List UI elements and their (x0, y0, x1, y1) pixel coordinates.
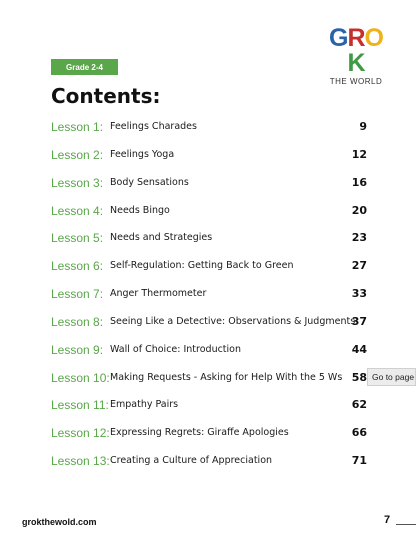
lesson-title: Feelings Yoga (110, 148, 175, 160)
lesson-page-number[interactable]: 71 (351, 454, 367, 468)
lesson-label: Lesson 2: (51, 147, 104, 162)
lesson-label: Lesson 9: (51, 342, 104, 357)
lesson-label: Lesson 6: (51, 259, 104, 274)
lesson-page-number[interactable]: 27 (351, 259, 367, 273)
footer-url[interactable]: grokthewold.com (22, 517, 97, 527)
lesson-title: Making Requests - Asking for Help With the 5 Ws (110, 371, 343, 383)
logo-letter-g: G (329, 24, 348, 52)
lesson-label: Lesson 7: (51, 287, 104, 302)
lesson-label: Lesson 5: (51, 231, 104, 246)
lesson-title: Anger Thermometer (110, 288, 207, 300)
lesson-page-number[interactable]: 16 (351, 175, 367, 189)
lesson-label: Lesson 3: (51, 175, 104, 190)
lesson-page-number[interactable]: 58 (351, 370, 367, 384)
go-to-page-tooltip: Go to page (367, 368, 416, 386)
lesson-label: Lesson 11: (51, 398, 109, 413)
lesson-title: Expressing Regrets: Giraffe Apologies (110, 427, 289, 439)
logo-subtitle: THE WORLD (329, 77, 383, 86)
lesson-page-number[interactable]: 9 (359, 120, 367, 133)
toc-entry-lesson-2[interactable] (51, 142, 371, 170)
lesson-page-number[interactable]: 37 (351, 314, 367, 328)
toc-entry-lesson-6[interactable] (51, 253, 371, 281)
toc-entry-lesson-3[interactable] (51, 170, 371, 198)
lesson-title: Creating a Culture of Appreciation (110, 455, 273, 467)
lesson-label: Lesson 8: (51, 314, 104, 329)
lesson-page-number[interactable]: 33 (351, 287, 367, 301)
toc-entry-lesson-4[interactable] (51, 198, 371, 226)
lesson-page-number[interactable]: 62 (351, 398, 367, 412)
grok-logo (322, 26, 390, 86)
lesson-label: Lesson 13: (51, 454, 110, 469)
toc-entry-lesson-12[interactable] (51, 420, 371, 448)
toc-entry-lesson-8[interactable] (51, 309, 371, 337)
toc-entry-lesson-1[interactable] (51, 114, 371, 142)
toc-entry-lesson-7[interactable] (51, 281, 371, 309)
logo-letter-o: O (364, 24, 383, 52)
lesson-label: Lesson 12: (51, 426, 110, 441)
lesson-title: Empathy Pairs (110, 399, 179, 411)
lesson-label: Lesson 1: (51, 120, 104, 134)
toc-entry-lesson-11[interactable] (51, 392, 371, 420)
logo-wordmark (322, 26, 390, 76)
lesson-page-number[interactable]: 23 (351, 231, 367, 245)
table-of-contents (51, 114, 371, 476)
lesson-title: Wall of Choice: Introduction (110, 343, 242, 355)
grade-badge: Grade 2-4 (51, 59, 118, 75)
lesson-page-number[interactable]: 44 (351, 342, 367, 356)
lesson-title: Feelings Charades (110, 121, 197, 132)
lesson-label: Lesson 4: (51, 203, 104, 218)
lesson-title: Seeing Like a Detective: Observations & Judgments (110, 315, 356, 327)
logo-letter-r: R (347, 24, 365, 52)
toc-entry-lesson-5[interactable] (51, 225, 371, 253)
logo-letter-k: K (347, 49, 365, 77)
footer-divider (396, 524, 416, 525)
lesson-page-number[interactable]: 66 (351, 426, 367, 440)
toc-entry-lesson-10[interactable] (51, 365, 371, 393)
toc-entry-lesson-13[interactable] (51, 448, 371, 476)
lesson-title: Body Sensations (110, 176, 189, 188)
lesson-title: Self-Regulation: Getting Back to Green (110, 260, 294, 272)
lesson-title: Needs Bingo (110, 204, 170, 216)
lesson-page-number[interactable]: 12 (351, 147, 367, 161)
footer-page-number: 7 (384, 514, 391, 526)
toc-entry-lesson-9[interactable] (51, 337, 371, 365)
lesson-page-number[interactable]: 20 (351, 203, 367, 217)
lesson-label: Lesson 10: (51, 370, 110, 385)
lesson-title: Needs and Strategies (110, 232, 213, 244)
page-title: Contents: (51, 84, 161, 108)
